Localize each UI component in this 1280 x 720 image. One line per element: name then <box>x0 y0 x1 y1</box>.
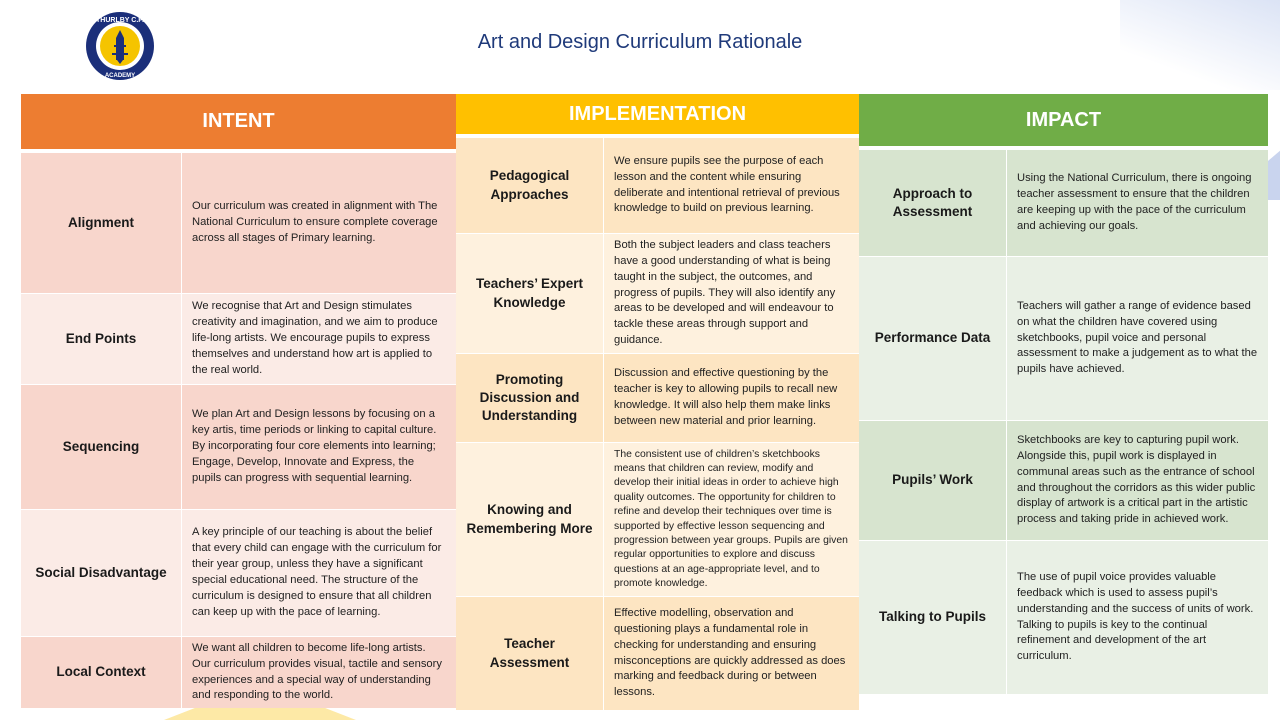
intent-row-local-context <box>21 636 456 708</box>
implementation-row-teachers-knowledge <box>456 233 859 353</box>
intent-text: We want all children to become life-long artists. Our curriculum provides visual, tactile and sensory experiences and a special way of understanding and responding to the world. <box>192 641 442 702</box>
intent-text: We plan Art and Design lessons by focusing on a key artis, time periods or linking to capital culture. By incorporating four core elements into learning; Engage, Develop, Innovate and Express, the pupils can progress with sequential learning. <box>192 408 437 484</box>
implementation-label: Teacher Assessment <box>456 597 604 710</box>
implementation-row-teacher-assessment <box>456 596 859 710</box>
impact-text: Sketchbooks are key to capturing pupil work. Alongside this, pupil work is displayed in communal areas such as the entrance of school and throughout the corridors as this wider public display of artwork is a critical part in the artistic process and taking pride in achieved work. <box>1017 433 1256 526</box>
impact-column <box>859 94 1268 694</box>
implementation-row-promoting-discussion <box>456 353 859 442</box>
implementation-column <box>456 94 859 710</box>
impact-label: Approach to Assessment <box>859 150 1007 256</box>
implementation-label: Knowing and Remembering More <box>456 443 604 596</box>
impact-row-approach <box>859 149 1268 256</box>
impact-heading: IMPACT <box>859 94 1268 146</box>
implementation-text: Discussion and effective questioning by the teacher is key to allowing pupils to recall new knowledge. It will also help them make links between new material and prior learning. <box>614 367 838 427</box>
implementation-label: Promoting Discussion and Understanding <box>456 354 604 442</box>
implementation-text: Both the subject leaders and class teachers have a good understanding of what is being taught in the subject, the outcomes, and progress of pupils. They will also identify any areas to be developed and will endeavour to tackle these areas through support and guidance. <box>614 238 836 347</box>
implementation-heading: IMPLEMENTATION <box>456 94 859 134</box>
intent-heading: INTENT <box>21 94 456 149</box>
intent-row-alignment <box>21 152 456 293</box>
intent-text: We recognise that Art and Design stimulates creativity and imagination, and we aim to produce life-long artists. We encourage pupils to express themselves and understand how art is applied to the real world. <box>192 300 438 376</box>
page-title: Art and Design Curriculum Rationale <box>477 31 803 53</box>
intent-row-end-points <box>21 293 456 384</box>
intent-label: Social Disadvantage <box>21 510 182 636</box>
implementation-text: The consistent use of children’s sketchbooks means that children can review, modify and develop their initial ideas in order to achieve high quality outcomes. The opportunity for children to refine and develop their techniques over time is supported by effective lesson sequencing and progression between year groups. Pupils are given regular opportunities to explore and discuss questions at an age-appropriate level, and to promote knowledge. <box>614 448 848 589</box>
impact-label: Pupils’ Work <box>859 421 1007 540</box>
intent-column <box>21 94 456 708</box>
intent-label: Sequencing <box>21 385 182 509</box>
intent-text: Our curriculum was created in alignment with The National Curriculum to ensure complete coverage across all stages of Primary learning. <box>192 200 438 244</box>
intent-text: A key principle of our teaching is about the belief that every child can engage with the curriculum for their year group, unless they have a significant special educational need. The structure of the curriculum is designed to ensure that all children can keep up with the pace of learning. <box>192 526 442 618</box>
impact-row-pupils-work <box>859 420 1268 540</box>
bottom-decoration <box>140 706 380 720</box>
intent-row-social-disadvantage <box>21 509 456 636</box>
impact-label: Performance Data <box>859 257 1007 420</box>
impact-text: Teachers will gather a range of evidence based on what the children have covered using sketchbooks, pupil voice and personal assessment to make a judgement as to what the pupils have achieved. <box>1017 299 1258 376</box>
implementation-label: Teachers’ Expert Knowledge <box>456 234 604 353</box>
impact-row-talking-to-pupils <box>859 540 1268 694</box>
impact-row-performance-data <box>859 256 1268 420</box>
implementation-text: We ensure pupils see the purpose of each lesson and the content while ensuring deliberate and intentional retrieval of previous knowledge to build on previous learning. <box>614 154 840 215</box>
implementation-row-pedagogical <box>456 137 859 233</box>
intent-label: Local Context <box>21 637 182 708</box>
intent-label: End Points <box>21 294 182 384</box>
impact-text: The use of pupil voice provides valuable feedback which is used to assess pupil’s understanding and the success of units of work. Talking to pupils is key to the continual refinement and development of the art curriculum. <box>1017 570 1254 663</box>
intent-row-sequencing <box>21 384 456 509</box>
impact-label: Talking to Pupils <box>859 541 1007 694</box>
implementation-row-knowing-remembering <box>456 442 859 596</box>
impact-text: Using the National Curriculum, there is ongoing teacher assessment to ensure that the children are keeping up with the pace of the curriculum and achieving our goals. <box>1017 172 1252 232</box>
intent-label: Alignment <box>21 153 182 293</box>
svg-text:THURLBY C.P.: THURLBY C.P. <box>96 17 144 24</box>
svg-text:ACADEMY: ACADEMY <box>104 73 136 79</box>
implementation-text: Effective modelling, observation and questioning plays a fundamental role in checking for understanding and ensuring misconceptions are quickly addressed as does marking and feedback during or between lessons. <box>614 606 846 699</box>
implementation-label: Pedagogical Approaches <box>456 138 604 233</box>
